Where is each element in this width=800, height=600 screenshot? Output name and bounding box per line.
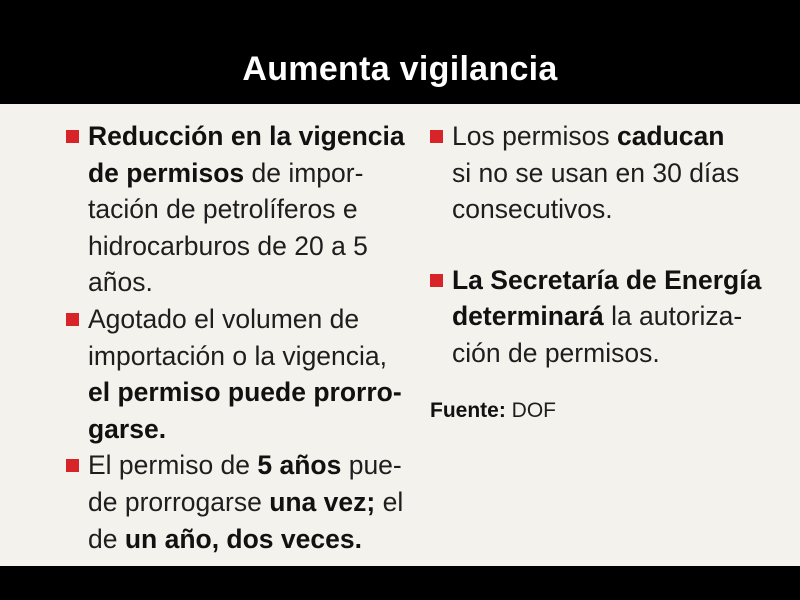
text: de: [88, 523, 125, 554]
square-bullet-icon: [66, 459, 79, 472]
bullet-item: [430, 118, 750, 228]
source-note: [430, 398, 750, 424]
item-line: [88, 155, 396, 192]
source-value: DOF: [505, 398, 556, 422]
item-line: [452, 191, 750, 228]
bold-text: el permiso puede prorro-: [88, 377, 402, 408]
bold-text: 5 años: [257, 450, 342, 481]
item-line: [88, 264, 396, 301]
item-line: [452, 118, 750, 155]
text: años.: [88, 267, 153, 298]
source-label: Fuente:: [430, 398, 506, 422]
bullet-item: [66, 447, 404, 557]
bullet-item: [430, 262, 762, 372]
square-bullet-icon: [66, 130, 79, 143]
text: El permiso de: [88, 450, 258, 481]
bold-text: una vez;: [269, 486, 376, 517]
square-bullet-icon: [66, 313, 79, 326]
text: tación de petrolíferos e: [88, 194, 358, 225]
square-bullet-icon: [430, 274, 443, 287]
item-line: [452, 155, 750, 192]
text: de prorrogarse: [88, 486, 270, 517]
text: Los permisos: [452, 121, 617, 151]
square-bullet-icon: [430, 130, 443, 143]
item-line: [452, 298, 750, 335]
left-column: [66, 118, 405, 557]
item-line: [88, 484, 404, 521]
bold-text: Reducción en la vigencia: [88, 121, 405, 151]
bold-text: caducan: [616, 121, 725, 151]
bold-text: un año, dos veces.: [124, 523, 362, 554]
page-title: Aumenta vigilancia: [0, 34, 800, 104]
item-line: [88, 338, 396, 375]
text: de impor-: [244, 157, 364, 188]
text: pue-: [341, 450, 402, 481]
item-line: [88, 228, 396, 265]
text: consecutivos.: [452, 194, 613, 225]
bold-text: garse.: [88, 413, 167, 444]
text: la autoriza-: [603, 301, 743, 332]
item-line: [88, 191, 396, 228]
bold-text: La Secretaría de Energía: [452, 264, 762, 295]
item-line: [88, 447, 402, 484]
bullet-item: [66, 301, 402, 447]
item-line: [88, 301, 396, 338]
text: importación o la vigencia,: [88, 340, 388, 371]
content-panel: [0, 104, 800, 566]
text: hidrocarburos de 20 a 5: [88, 230, 368, 261]
item-line: [452, 262, 762, 299]
item-line: [88, 411, 396, 448]
item-line: [88, 374, 402, 411]
item-line: [88, 118, 405, 155]
bullet-item: [66, 118, 405, 301]
item-line: [452, 335, 750, 372]
item-line: [88, 521, 396, 558]
bold-text: determinará: [452, 301, 604, 332]
text: si no se usan en 30 días: [452, 157, 740, 188]
right-column: [430, 118, 762, 424]
text: ción de permisos.: [452, 337, 660, 368]
text: Agotado el volumen de: [88, 303, 360, 334]
bold-text: de permisos: [88, 157, 245, 188]
text: el: [375, 486, 404, 517]
